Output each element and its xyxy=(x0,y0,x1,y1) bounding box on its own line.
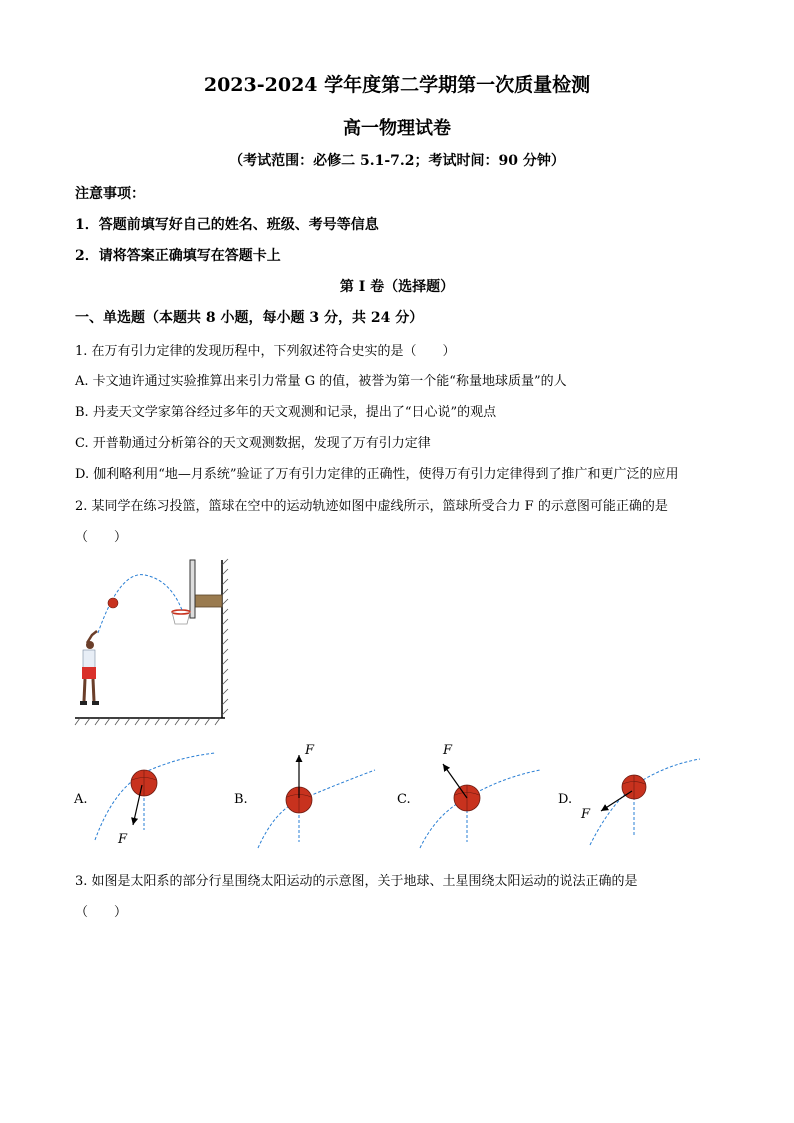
q3-stem: 3. 如图是太阳系的部分行星围绕太阳运动的示意图，关于地球、土星围绕太阳运动的说法正确的是 xyxy=(75,874,638,889)
option-c-figure xyxy=(415,738,545,850)
option-d-label: D. xyxy=(558,792,573,807)
hoop-rim xyxy=(172,610,190,614)
option-b-label: B. xyxy=(234,792,248,807)
note-item-1: 1．答题前填写好自己的姓名、班级、考号等信息 xyxy=(75,217,379,233)
trajectory-c xyxy=(420,770,540,848)
q2-stem: 2. 某同学在练习投篮，篮球在空中的运动轨迹如图中虚线所示，篮球所受合力 F 的示意图可能正确的是 xyxy=(75,499,668,514)
part-one-heading: 一、单选题（本题共 8 小题，每小题 3 分，共 24 分） xyxy=(75,310,424,326)
basketball-scene-figure xyxy=(70,555,230,730)
q1-option-b: B. 丹麦天文学家第谷经过多年的天文观测和记录，提出了“日心说”的观点 xyxy=(75,405,497,420)
exam-info: （考试范围：必修二 5.1-7.2；考试时间：90 分钟） xyxy=(229,153,565,169)
exam-title: 2023-2024 学年度第二学期第一次质量检测 xyxy=(203,74,591,96)
q1-option-d: D. 伽利略利用“地—月系统”验证了万有引力定律的正确性，使得万有引力定律得到了推广和更广泛的应用 xyxy=(75,467,679,482)
trajectory-d xyxy=(590,759,700,845)
wall-hatching xyxy=(222,559,228,715)
force-arrow-d xyxy=(601,791,632,811)
basketball xyxy=(108,598,118,608)
q3-blank: （ ） xyxy=(75,905,128,920)
volume-heading: 第 I 卷（选择题） xyxy=(339,279,455,295)
q1-option-a: A. 卡文迪许通过实验推算出来引力常量 G 的值，被誉为第一个能“称量地球质量”的人 xyxy=(75,374,567,389)
option-a-figure xyxy=(90,745,220,850)
trajectory-b xyxy=(258,770,375,848)
force-label-a: F xyxy=(118,832,128,847)
option-c-label: C. xyxy=(397,792,411,807)
ground-hatching xyxy=(75,718,220,725)
note-item-2: 2．请将答案正确填写在答题卡上 xyxy=(75,248,281,264)
exam-subtitle: 高一物理试卷 xyxy=(343,118,451,139)
q2-blank: （ ） xyxy=(75,530,128,545)
q1-stem: 1. 在万有引力定律的发现历程中，下列叙述符合史实的是（ ） xyxy=(75,344,456,359)
q1-option-c: C. 开普勒通过分析第谷的天文观测数据，发现了万有引力定律 xyxy=(75,436,431,451)
force-label-c: F xyxy=(443,743,453,758)
force-label-d: F xyxy=(581,807,591,822)
backboard xyxy=(190,560,195,618)
trajectory-a xyxy=(95,753,215,840)
player-figure xyxy=(80,631,99,705)
notes-heading: 注意事项： xyxy=(75,186,145,202)
option-a-label: A. xyxy=(74,792,88,807)
force-label-b: F xyxy=(305,743,315,758)
backboard-bracket xyxy=(195,595,222,607)
option-b-figure xyxy=(250,740,380,850)
option-d-figure xyxy=(575,755,705,850)
